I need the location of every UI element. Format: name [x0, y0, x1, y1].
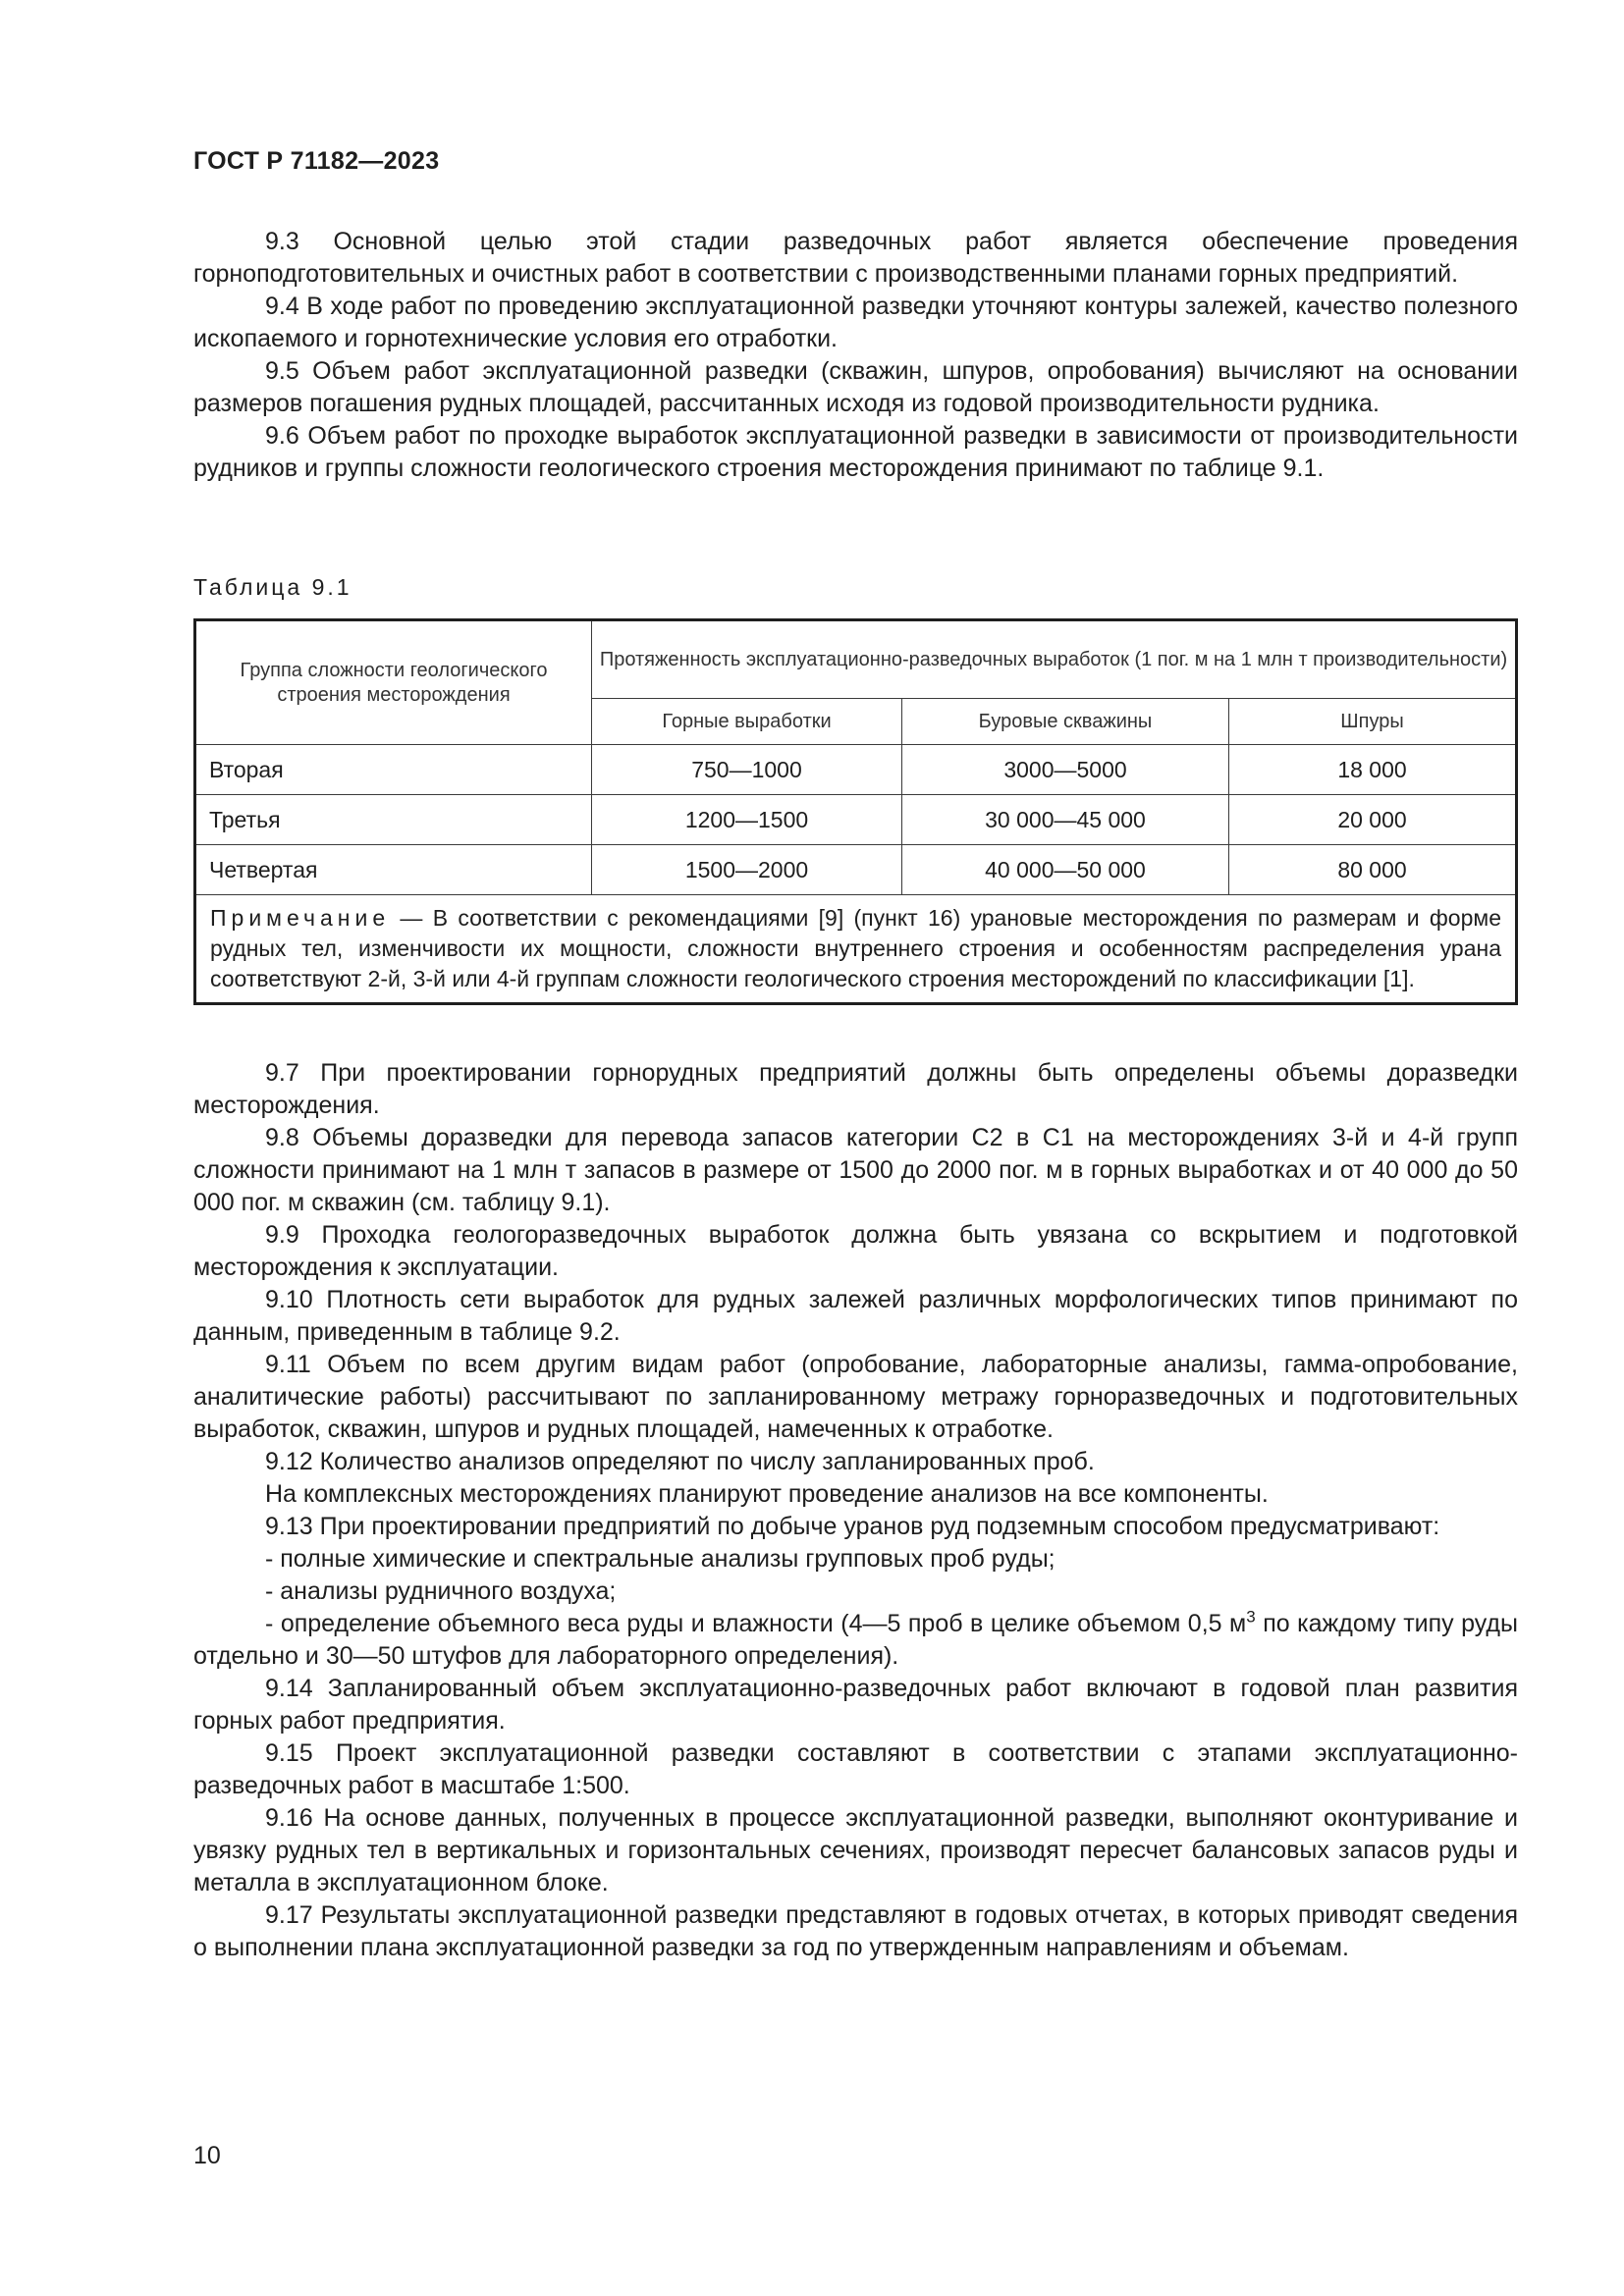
- note-label: Примечание: [210, 905, 391, 931]
- column-header-mining: Горные выработки: [592, 699, 902, 745]
- cell-holes: 18 000: [1229, 745, 1517, 795]
- table-note: [195, 895, 1517, 1004]
- column-header-group: Группа сложности геологического строения месторождения: [195, 620, 592, 745]
- list-item-text: - определение объемного веса руды и влажности (4—5 проб в целике объемом 0,5 м: [265, 1610, 1247, 1637]
- list-item: - полные химические и спектральные анализы групповых проб руды;: [265, 1545, 1056, 1573]
- cell-drill: 40 000—50 000: [902, 845, 1229, 895]
- paragraph-9-13: 9.13 При проектировании предприятий по добыче уранов руд подземным способом предусматривают:: [265, 1513, 1440, 1540]
- cell-holes: 20 000: [1229, 795, 1517, 845]
- cell-mining: 1500—2000: [592, 845, 902, 895]
- table-row: [195, 745, 1517, 795]
- paragraph-9-11: 9.11 Объем по всем другим видам работ (опробование, лабораторные анализы, гамма-опробование, аналитические работы) рассчитывают по запланированному метражу горноразведочных и подготовительных выработок, скважин, шпуров и рудных площадей, намеченных к отработке.: [193, 1351, 1518, 1443]
- table-caption: Таблица 9.1: [193, 574, 352, 600]
- paragraph-9-8: 9.8 Объемы доразведки для перевода запасов категории С2 в С1 на месторождениях 3-й и 4-й групп сложности принимают на 1 млн т запасов в размере от 1500 до 2000 пог. м в горных выработках и от 40 000 до 50 000 пог. м скважин (см. таблицу 9.1).: [193, 1124, 1518, 1216]
- paragraph-9-16: 9.16 На основе данных, полученных в процессе эксплуатационной разведки, выполняют оконтуривание и увязку рудных тел в вертикальных и горизонтальных сечениях, производят пересчет балансовых запасов руды и металла в эксплуатационном блоке.: [193, 1804, 1518, 1896]
- cell-drill: 30 000—45 000: [902, 795, 1229, 845]
- bottom-paragraphs: [193, 1057, 1518, 1964]
- cell-holes: 80 000: [1229, 845, 1517, 895]
- column-header-holes: Шпуры: [1229, 699, 1517, 745]
- paragraph-9-10: 9.10 Плотность сети выработок для рудных залежей различных морфологических типов принимают по данным, приведенным в таблице 9.2.: [193, 1286, 1518, 1346]
- paragraph-9-12: 9.12 Количество анализов определяют по числу запланированных проб.: [265, 1448, 1095, 1475]
- list-item: [193, 1608, 1518, 1673]
- paragraph-9-4: 9.4 В ходе работ по проведению эксплуатационной разведки уточняют контуры залежей, качество полезного ископаемого и горнотехнические условия его отработки.: [193, 293, 1518, 352]
- column-header-drill: Буровые скважины: [902, 699, 1229, 745]
- paragraph-9-5: 9.5 Объем работ эксплуатационной разведки (скважин, шпуров, опробования) вычисляют на основании размеров погашения рудных площадей, рассчитанных исходя из годовой производительности рудника.: [193, 357, 1518, 417]
- paragraph-9-12-complex: На комплексных месторождениях планируют проведение анализов на все компоненты.: [265, 1480, 1269, 1508]
- page-number: 10: [193, 2142, 221, 2169]
- table-row: [195, 795, 1517, 845]
- table-row: [195, 845, 1517, 895]
- top-paragraphs: [193, 226, 1518, 485]
- paragraph-9-7: 9.7 При проектировании горнорудных предприятий должны быть определены объемы доразведки месторождения.: [193, 1059, 1518, 1119]
- cell-group: Вторая: [195, 745, 592, 795]
- paragraph-9-6: 9.6 Объем работ по проходке выработок эксплуатационной разведки в зависимости от производительности рудников и группы сложности геологического строения месторождения принимают по таблице 9.1.: [193, 422, 1518, 482]
- list-item: - анализы рудничного воздуха;: [265, 1577, 617, 1605]
- paragraph-9-9: 9.9 Проходка геологоразведочных выработок должна быть увязана со вскрытием и подготовкой месторождения к эксплуатации.: [193, 1221, 1518, 1281]
- note-text: — В соответствии с рекомендациями [9] (пункт 16) урановые месторождения по размерам и форме рудных тел, изменчивости их мощности, сложности внутреннего строения и особенностям распределения урана соответствуют 2-й, 3-й или 4-й группам сложности геологического строения месторождений по классификации [1].: [210, 905, 1501, 991]
- paragraph-9-15: 9.15 Проект эксплуатационной разведки составляют в соответствии с этапами эксплуатационно-разведочных работ в масштабе 1:500.: [193, 1739, 1518, 1799]
- cell-mining: 1200—1500: [592, 795, 902, 845]
- paragraph-9-3: 9.3 Основной целью этой стадии разведочных работ является обеспечение проведения горноподготовительных и очистных работ в соответствии с производственными планами горных предприятий.: [193, 228, 1518, 288]
- document-code-header: ГОСТ Р 71182—2023: [193, 147, 440, 175]
- list-item-text-cont: по каждому типу руды отдельно и 30—50 штуфов для лабораторного определения).: [193, 1610, 1518, 1670]
- column-header-length: Протяженность эксплуатационно-разведочных выработок (1 пог. м на 1 млн т производительности): [592, 620, 1517, 699]
- paragraph-9-17: 9.17 Результаты эксплуатационной разведки представляют в годовых отчетах, в которых приводят сведения о выполнении плана эксплуатационной разведки за год по утвержденным направлениям и объемам.: [193, 1901, 1518, 1961]
- cell-group: Третья: [195, 795, 592, 845]
- cell-drill: 3000—5000: [902, 745, 1229, 795]
- superscript: 3: [1246, 1607, 1256, 1627]
- cell-group: Четвертая: [195, 845, 592, 895]
- paragraph-9-14: 9.14 Запланированный объем эксплуатационно-разведочных работ включают в годовой план развития горных работ предприятия.: [193, 1675, 1518, 1735]
- table-9-1: [193, 618, 1518, 1005]
- cell-mining: 750—1000: [592, 745, 902, 795]
